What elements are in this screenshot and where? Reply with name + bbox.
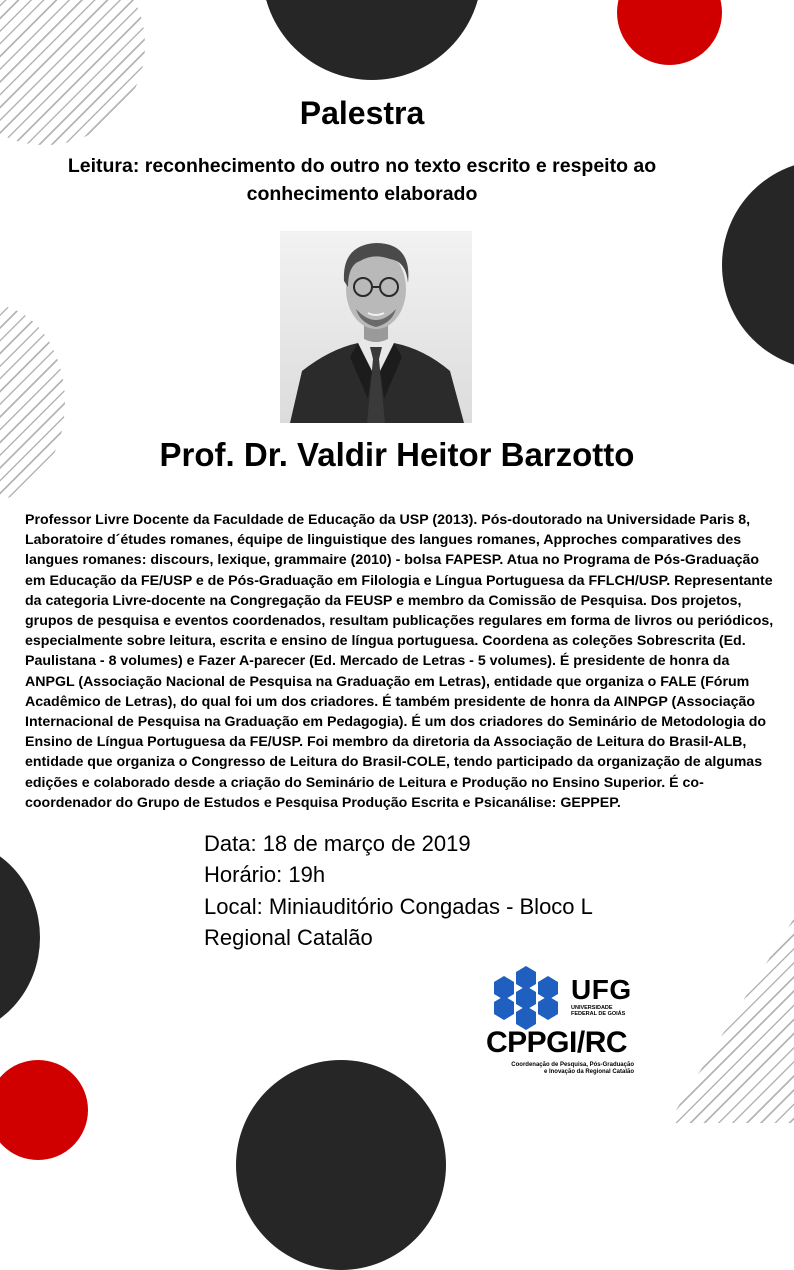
red-circle-bottom-left — [0, 1060, 88, 1160]
ufg-cppgi-logo — [486, 964, 636, 1084]
cppgi-logo-text: CPPGI/RC — [486, 1026, 628, 1059]
ufg-sub-line-2: FEDERAL DE GOIÁS — [571, 1011, 626, 1017]
event-date: Data: 18 de março de 2019 — [204, 831, 471, 856]
subtitle-line-1: Leitura: reconhecimento do outro no texto escrito e respeito ao — [67, 155, 657, 177]
dark-circle-top — [262, 0, 482, 80]
cppgi-sub-line-1: Coordenação de Pesquisa, Pós-Graduação — [511, 1062, 634, 1068]
red-circle-top-right — [617, 0, 722, 65]
dark-circle-bottom — [236, 1060, 446, 1270]
ufg-logo-subtitle — [571, 1005, 625, 1017]
event-details — [204, 828, 593, 953]
cppgi-logo-subtitle — [511, 1062, 634, 1076]
cppgi-sub-line-2: e Inovação da Regional Catalão — [543, 1069, 634, 1075]
subtitle-line-2: conhecimento elaborado — [246, 183, 478, 205]
lecture-subtitle — [40, 152, 684, 208]
dark-circle-right — [722, 160, 794, 370]
event-regional: Regional Catalão — [204, 924, 373, 950]
ufg-hexagon-icon — [486, 964, 566, 1030]
event-location: Local: Miniauditório Congadas - Bloco L — [204, 893, 593, 919]
event-time: Horário: 19h — [204, 862, 326, 888]
page-title: Palestra — [299, 95, 425, 131]
ufg-logo-text: UFG — [571, 974, 632, 1005]
speaker-name: Prof. Dr. Valdir Heitor Barzotto — [159, 436, 635, 473]
dark-circle-left — [0, 840, 40, 1035]
speaker-bio: Professor Livre Docente da Faculdade de Educação da USP (2013). Pós-doutorado na Universidade Paris 8, Laboratoire d´études romanes, équipe de linguistique des langues romanes, Approches comparatives des langues romanes: discours, lexique, grammaire (2010) - bolsa FAPESP. Atua no Programa de Pós-Graduação em Educação da FE/USP e de Pós-Graduação em Filologia e Língua Portuguesa da FFLCH/USP. Representante da categoria Livre-docente na Congregação da FEUSP e membro da Comissão de Pesquisa. Dos projetos, grupos de pesquisa e eventos coordenados, resultam publicações regulares em forma de livros ou periódicos, especialmente sobre leitura, escrita e ensino de língua portuguesa. Coordena as coleções Sobrescrita (Ed. Paulistana - 8 volumes) e Fazer A-parecer (Ed. Mercado de Letras - 5 volumes). É presidente de honra da ANPGL (Associação Nacional de Pesquisa na Graduação em Letras), entidade que organiza o FALE (Fórum Acadêmico de Letras), do qual foi um dos criadores. É também presidente de honra da AINPGP (Associação Internacional de Pesquisa na Graduação em Pedagogia). É um dos criadores do Seminário de Metodologia do Ensino de Língua Portuguesa da FE/USP. Foi membro da diretoria da Associação de Leitura do Brasil-ALB, entidade que organiza o Congresso de Leitura do Brasil-COLE, tendo participado da organização de algumas edições e colaborado desde a criação do Seminário de Leitura e Produção no Ensino Superior. É co-coordenador do Grupo de Estudos e Pesquisa Produção Escrita e Psicanálise: GEPPEP. — [25, 512, 774, 811]
ufg-sub-line-1: UNIVERSIDADE — [571, 1005, 613, 1011]
hatched-triangle-bottom-right — [668, 918, 794, 1123]
speaker-photo — [280, 231, 472, 423]
